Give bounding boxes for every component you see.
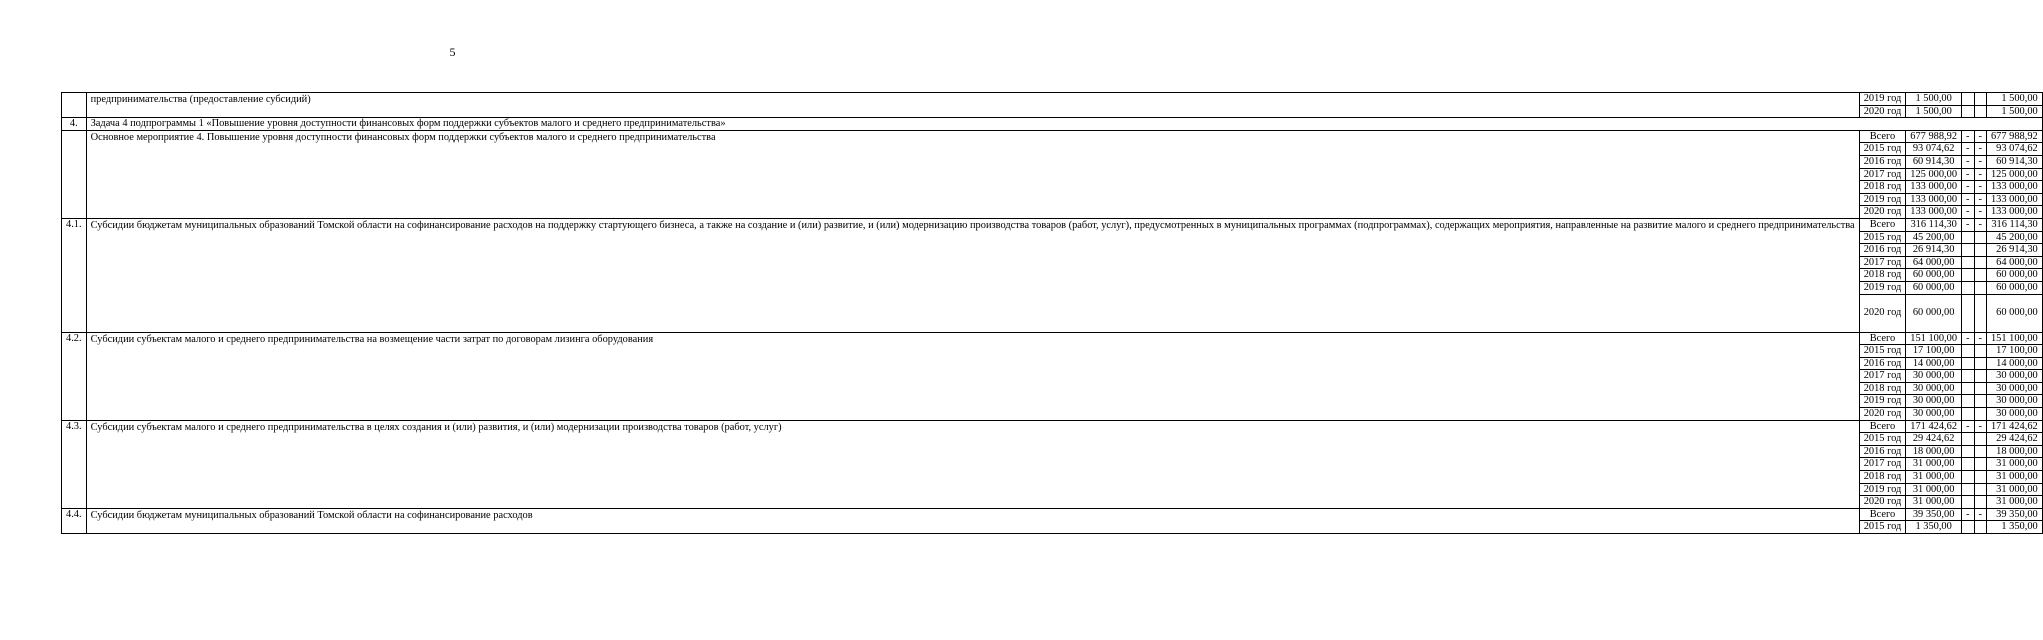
year-cell: 2020 год (1859, 206, 1906, 219)
federal-cell: - (1962, 143, 1974, 156)
final-cell: 133 000,00 (1986, 206, 2042, 219)
total-cell: 26 914,30 (1906, 244, 1962, 257)
year-cell: 2020 год (1859, 408, 1906, 421)
regional-cell: - (1974, 143, 1986, 156)
total-cell: 60 000,00 (1906, 281, 1962, 294)
federal-cell (1962, 256, 1974, 269)
final-cell: 60 000,00 (1986, 281, 2042, 294)
year-cell: 2018 год (1859, 269, 1906, 282)
federal-cell: - (1962, 218, 1974, 231)
federal-cell (1962, 433, 1974, 446)
final-cell: 26 914,30 (1986, 244, 2042, 257)
total-cell: 677 988,92 (1906, 130, 1962, 143)
table-row (62, 332, 2043, 345)
final-cell: 39 350,00 (1986, 508, 2042, 521)
total-cell: 133 000,00 (1906, 206, 1962, 219)
total-cell: 30 000,00 (1906, 382, 1962, 395)
federal-cell (1962, 231, 1974, 244)
year-cell: 2018 год (1859, 382, 1906, 395)
final-cell: 316 114,30 (1986, 218, 2042, 231)
year-cell: 2015 год (1859, 345, 1906, 358)
federal-cell (1962, 281, 1974, 294)
year-cell: 2015 год (1859, 143, 1906, 156)
table-row (62, 93, 2043, 106)
year-cell: Всего (1859, 218, 1906, 231)
final-cell: 93 074,62 (1986, 143, 2042, 156)
item-number-cell (62, 93, 87, 118)
year-cell: 2017 год (1859, 256, 1906, 269)
federal-cell: - (1962, 206, 1974, 219)
federal-cell (1962, 294, 1974, 332)
final-cell: 30 000,00 (1986, 395, 2042, 408)
total-cell: 31 000,00 (1906, 496, 1962, 509)
federal-cell (1962, 521, 1974, 534)
federal-cell (1962, 445, 1974, 458)
year-cell: 2020 год (1859, 294, 1906, 332)
regional-cell: - (1974, 420, 1986, 433)
final-cell: 133 000,00 (1986, 181, 2042, 194)
regional-cell (1974, 496, 1986, 509)
table-row (62, 508, 2043, 521)
final-cell: 31 000,00 (1986, 483, 2042, 496)
regional-cell: - (1974, 206, 1986, 219)
total-cell: 133 000,00 (1906, 181, 1962, 194)
regional-cell (1974, 433, 1986, 446)
total-cell: 31 000,00 (1906, 471, 1962, 484)
table-row (62, 420, 2043, 433)
task-row (62, 118, 2043, 131)
regional-cell: - (1974, 193, 1986, 206)
total-cell: 45 200,00 (1906, 231, 1962, 244)
regional-cell (1974, 483, 1986, 496)
year-cell: 2016 год (1859, 445, 1906, 458)
final-cell: 125 000,00 (1986, 168, 2042, 181)
year-cell: 2017 год (1859, 168, 1906, 181)
total-cell: 39 350,00 (1906, 508, 1962, 521)
table-row (62, 218, 2043, 231)
federal-cell: - (1962, 332, 1974, 345)
year-cell: Всего (1859, 332, 1906, 345)
total-cell: 171 424,62 (1906, 420, 1962, 433)
total-cell: 1 350,00 (1906, 521, 1962, 534)
year-cell: Всего (1859, 130, 1906, 143)
item-number (62, 130, 87, 218)
year-cell: 2016 год (1859, 155, 1906, 168)
item-description: Субсидии субъектам малого и среднего предпринимательства на возмещение части затрат по договорам лизинга оборудования (86, 332, 1859, 420)
item-description: Основное мероприятие 4. Повышение уровня доступности финансовых форм поддержки субъектов малого и среднего предпринимательства (86, 130, 1859, 218)
item-description: Субсидии субъектам малого и среднего предпринимательства в целях создания и (или) развития, и (или) модернизации производства товаров (работ, услуг) (86, 420, 1859, 508)
year-cell: 2019 год (1859, 483, 1906, 496)
federal-cell (1962, 370, 1974, 383)
total-cell: 60 000,00 (1906, 294, 1962, 332)
federal-cell: - (1962, 168, 1974, 181)
regional-cell (1974, 445, 1986, 458)
final-cell: 151 100,00 (1986, 332, 2042, 345)
final-cell: 677 988,92 (1986, 130, 2042, 143)
federal-cell: - (1962, 181, 1974, 194)
year-cell: 2019 год (1859, 193, 1906, 206)
regional-cell (1974, 231, 1986, 244)
final-cell: 1 500,00 (1986, 93, 2042, 106)
total-cell: 30 000,00 (1906, 370, 1962, 383)
regional-cell (1974, 281, 1986, 294)
regional-cell: - (1974, 218, 1986, 231)
federal-cell (1962, 458, 1974, 471)
federal-cell (1962, 357, 1974, 370)
regional-cell (1974, 105, 1986, 118)
federal-cell (1962, 105, 1974, 118)
final-cell: 31 000,00 (1986, 471, 2042, 484)
year-cell: 2015 год (1859, 433, 1906, 446)
final-cell: 45 200,00 (1986, 231, 2042, 244)
regional-cell (1974, 370, 1986, 383)
total-cell: 30 000,00 (1906, 395, 1962, 408)
total-cell: 1 500,00 (1906, 93, 1962, 106)
regional-cell (1974, 408, 1986, 421)
total-cell: 316 114,30 (1906, 218, 1962, 231)
item-number: 4.4. (62, 508, 87, 533)
regional-cell (1974, 93, 1986, 106)
final-cell: 29 424,62 (1986, 433, 2042, 446)
item-number: 4.1. (62, 218, 87, 332)
regional-cell: - (1974, 130, 1986, 143)
year-cell: 2015 год (1859, 521, 1906, 534)
federal-cell: - (1962, 155, 1974, 168)
regional-cell (1974, 357, 1986, 370)
federal-cell (1962, 269, 1974, 282)
final-cell: 14 000,00 (1986, 357, 2042, 370)
year-cell: 2015 год (1859, 231, 1906, 244)
total-cell: 1 500,00 (1906, 105, 1962, 118)
total-cell: 31 000,00 (1906, 483, 1962, 496)
total-cell: 31 000,00 (1906, 458, 1962, 471)
regional-cell (1974, 294, 1986, 332)
federal-cell: - (1962, 420, 1974, 433)
regional-cell: - (1974, 168, 1986, 181)
total-cell: 18 000,00 (1906, 445, 1962, 458)
item-description: Субсидии бюджетам муниципальных образований Томской области на софинансирование расходов на поддержку стартующего бизнеса, а также на создание и (или) развитие, и (или) модернизацию производства товаров (работ, услуг), предусмотренных в муниципальных программах (подпрограммах), содержащих мероприятия, направленные на развитие малого и среднего предпринимательства (86, 218, 1859, 332)
total-cell: 14 000,00 (1906, 357, 1962, 370)
total-cell: 133 000,00 (1906, 193, 1962, 206)
final-cell: 17 100,00 (1986, 345, 2042, 358)
year-cell: 2017 год (1859, 370, 1906, 383)
final-cell: 64 000,00 (1986, 256, 2042, 269)
year-cell: 2019 год (1859, 93, 1906, 106)
final-cell: 31 000,00 (1986, 496, 2042, 509)
task-title: Задача 4 подпрограммы 1 «Повышение уровня доступности финансовых форм поддержки субъектов малого и среднего предпринимательства» (86, 118, 2042, 131)
federal-cell: - (1962, 130, 1974, 143)
regional-cell: - (1974, 508, 1986, 521)
final-cell: 31 000,00 (1986, 458, 2042, 471)
year-cell: 2019 год (1859, 281, 1906, 294)
federal-cell (1962, 93, 1974, 106)
regional-cell (1974, 458, 1986, 471)
regional-cell (1974, 244, 1986, 257)
total-cell: 17 100,00 (1906, 345, 1962, 358)
total-cell: 151 100,00 (1906, 332, 1962, 345)
federal-cell (1962, 471, 1974, 484)
regional-cell (1974, 471, 1986, 484)
table-row (62, 130, 2043, 143)
total-cell: 125 000,00 (1906, 168, 1962, 181)
regional-cell (1974, 521, 1986, 534)
budget-table (61, 92, 2043, 534)
final-cell: 171 424,62 (1986, 420, 2042, 433)
regional-cell: - (1974, 332, 1986, 345)
regional-cell (1974, 269, 1986, 282)
federal-cell (1962, 408, 1974, 421)
federal-cell (1962, 244, 1974, 257)
total-cell: 93 074,62 (1906, 143, 1962, 156)
final-cell: 18 000,00 (1986, 445, 2042, 458)
item-description: предпринимательства (предоставление субсидий) (86, 93, 1859, 118)
total-cell: 30 000,00 (1906, 408, 1962, 421)
task-number: 4. (62, 118, 87, 131)
total-cell: 64 000,00 (1906, 256, 1962, 269)
item-number: 4.2. (62, 332, 87, 420)
year-cell: 2018 год (1859, 181, 1906, 194)
regional-cell: - (1974, 181, 1986, 194)
year-cell: 2019 год (1859, 395, 1906, 408)
regional-cell (1974, 256, 1986, 269)
federal-cell: - (1962, 508, 1974, 521)
year-cell: 2018 год (1859, 471, 1906, 484)
federal-cell (1962, 345, 1974, 358)
federal-cell: - (1962, 193, 1974, 206)
total-cell: 29 424,62 (1906, 433, 1962, 446)
regional-cell (1974, 395, 1986, 408)
final-cell: 1 500,00 (1986, 105, 2042, 118)
regional-cell (1974, 382, 1986, 395)
final-cell: 60 914,30 (1986, 155, 2042, 168)
year-cell: 2016 год (1859, 357, 1906, 370)
year-cell: 2016 год (1859, 244, 1906, 257)
final-cell: 133 000,00 (1986, 193, 2042, 206)
item-number: 4.3. (62, 420, 87, 508)
year-cell: Всего (1859, 420, 1906, 433)
year-cell: 2017 год (1859, 458, 1906, 471)
total-cell: 60 914,30 (1906, 155, 1962, 168)
total-cell: 60 000,00 (1906, 269, 1962, 282)
federal-cell (1962, 382, 1974, 395)
final-cell: 30 000,00 (1986, 370, 2042, 383)
regional-cell: - (1974, 155, 1986, 168)
year-cell: Всего (1859, 508, 1906, 521)
final-cell: 1 350,00 (1986, 521, 2042, 534)
final-cell: 60 000,00 (1986, 294, 2042, 332)
page-number: 5 (449, 45, 456, 59)
final-cell: 60 000,00 (1986, 269, 2042, 282)
final-cell: 30 000,00 (1986, 382, 2042, 395)
year-cell: 2020 год (1859, 105, 1906, 118)
final-cell: 30 000,00 (1986, 408, 2042, 421)
item-description: Субсидии бюджетам муниципальных образований Томской области на софинансирование расходов (86, 508, 1859, 533)
federal-cell (1962, 496, 1974, 509)
year-cell: 2020 год (1859, 496, 1906, 509)
federal-cell (1962, 395, 1974, 408)
federal-cell (1962, 483, 1974, 496)
regional-cell (1974, 345, 1986, 358)
